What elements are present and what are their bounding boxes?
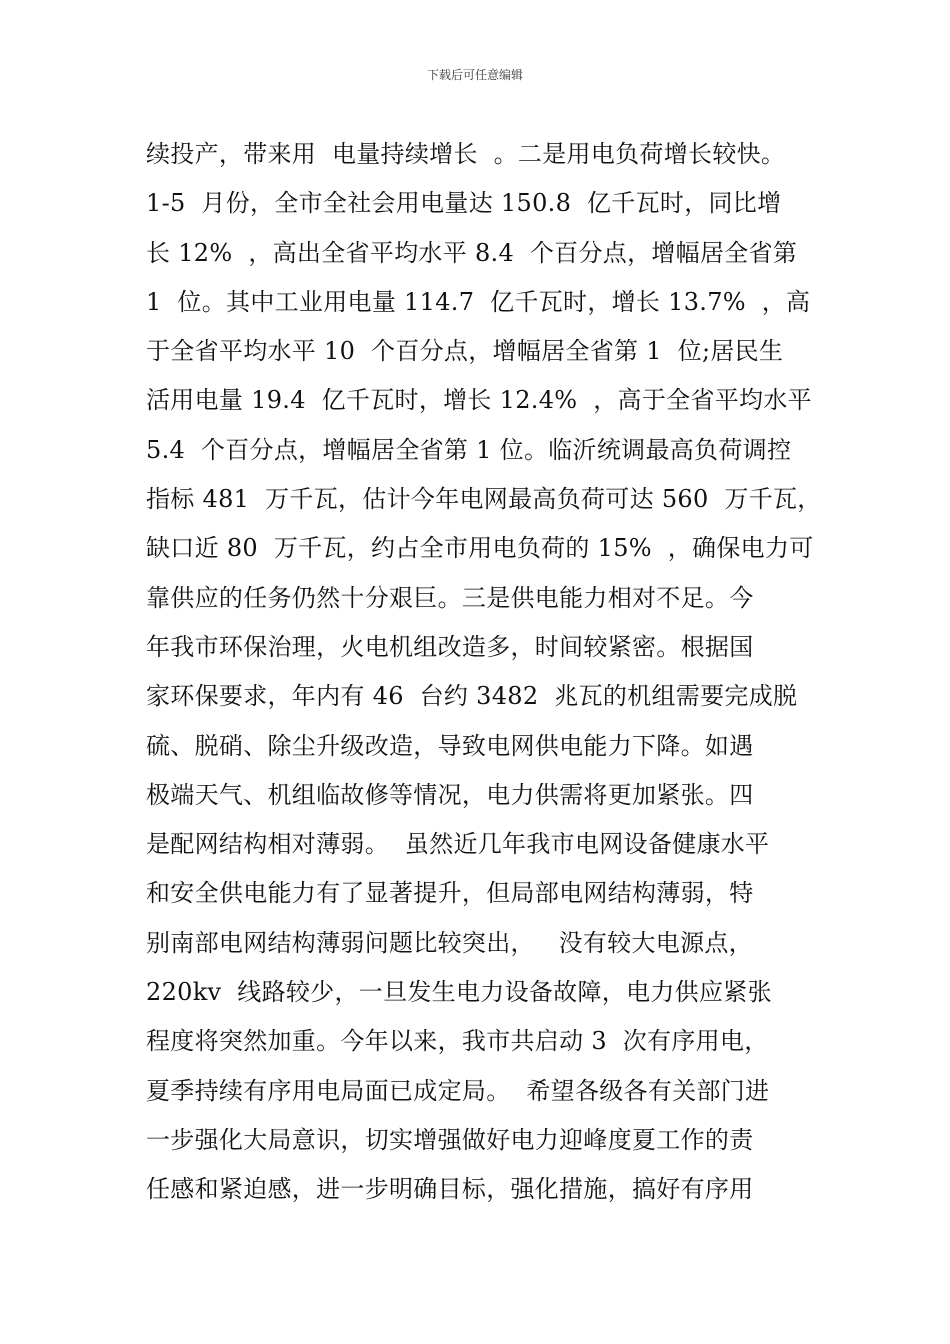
document-body [146, 130, 826, 1215]
text-line: 极端天气、机组临故修等情况，电力供需将更加紧张。四 [146, 780, 754, 809]
text-line: 和安全供电能力有了显著提升，但局部电网结构薄弱，特 [146, 879, 754, 908]
text-line: 年我市环保治理，火电机组改造多，时间较紧密。根据国 [146, 632, 754, 661]
text-line: 程度将突然加重。今年以来，我市共启动 3 次有序用电， [146, 1027, 769, 1056]
text-line: 任感和紧迫感，进一步明确目标，强化措施，搞好有序用 [146, 1175, 754, 1204]
text-line: 续投产，带来用 电量持续增长 。二是用电负荷增长较快。 [146, 140, 786, 168]
page-header: 下载后可任意编辑 [426, 68, 523, 82]
text-line: 1 位。其中工业用电量 114.7 亿千瓦时，增长 13.7% ，高 [146, 287, 811, 316]
text-line: 活用电量 19.4 亿千瓦时，增长 12.4% ，高于全省平均水平 [146, 386, 812, 415]
text-line: 靠供应的任务仍然十分艰巨。三是供电能力相对不足。今 [146, 583, 754, 612]
text-line: 5.4 个百分点，增幅居全省第 1 位。临沂统调最高负荷调控 [146, 435, 792, 464]
text-line: 家环保要求，年内有 46 台约 3482 兆瓦的机组需要完成脱 [146, 682, 798, 711]
text-line: 于全省平均水平 10 个百分点，增幅居全省第 1 位;居民生 [146, 337, 784, 366]
text-line: 硫、脱硝、除尘升级改造，导致电网供电能力下降。如遇 [146, 731, 754, 760]
text-line: 夏季持续有序用电局面已成定局。 希望各级各有关部门进 [146, 1076, 770, 1105]
text-line: 指标 481 万千瓦，估计今年电网最高负荷可达 560 万千瓦， [146, 485, 822, 514]
text-line: 长 12% ，高出全省平均水平 8.4 个百分点，增幅居全省第 [146, 238, 798, 267]
text-line: 别南部电网结构薄弱问题比较突出， 没有较大电源点， [146, 928, 753, 957]
text-line: 是配网结构相对薄弱。 虽然近几年我市电网设备健康水平 [146, 830, 770, 859]
text-line: 一步强化大局意识，切实增强做好电力迎峰度夏工作的责 [146, 1125, 754, 1154]
text-line: 1-5 月份，全市全社会用电量达 150.8 亿千瓦时，同比增 [146, 189, 782, 218]
text-line: 220kv 线路较少，一旦发生电力设备故障，电力供应紧张 [146, 978, 772, 1007]
text-line: 缺口近 80 万千瓦，约占全市用电负荷的 15% ，确保电力可 [146, 534, 814, 563]
